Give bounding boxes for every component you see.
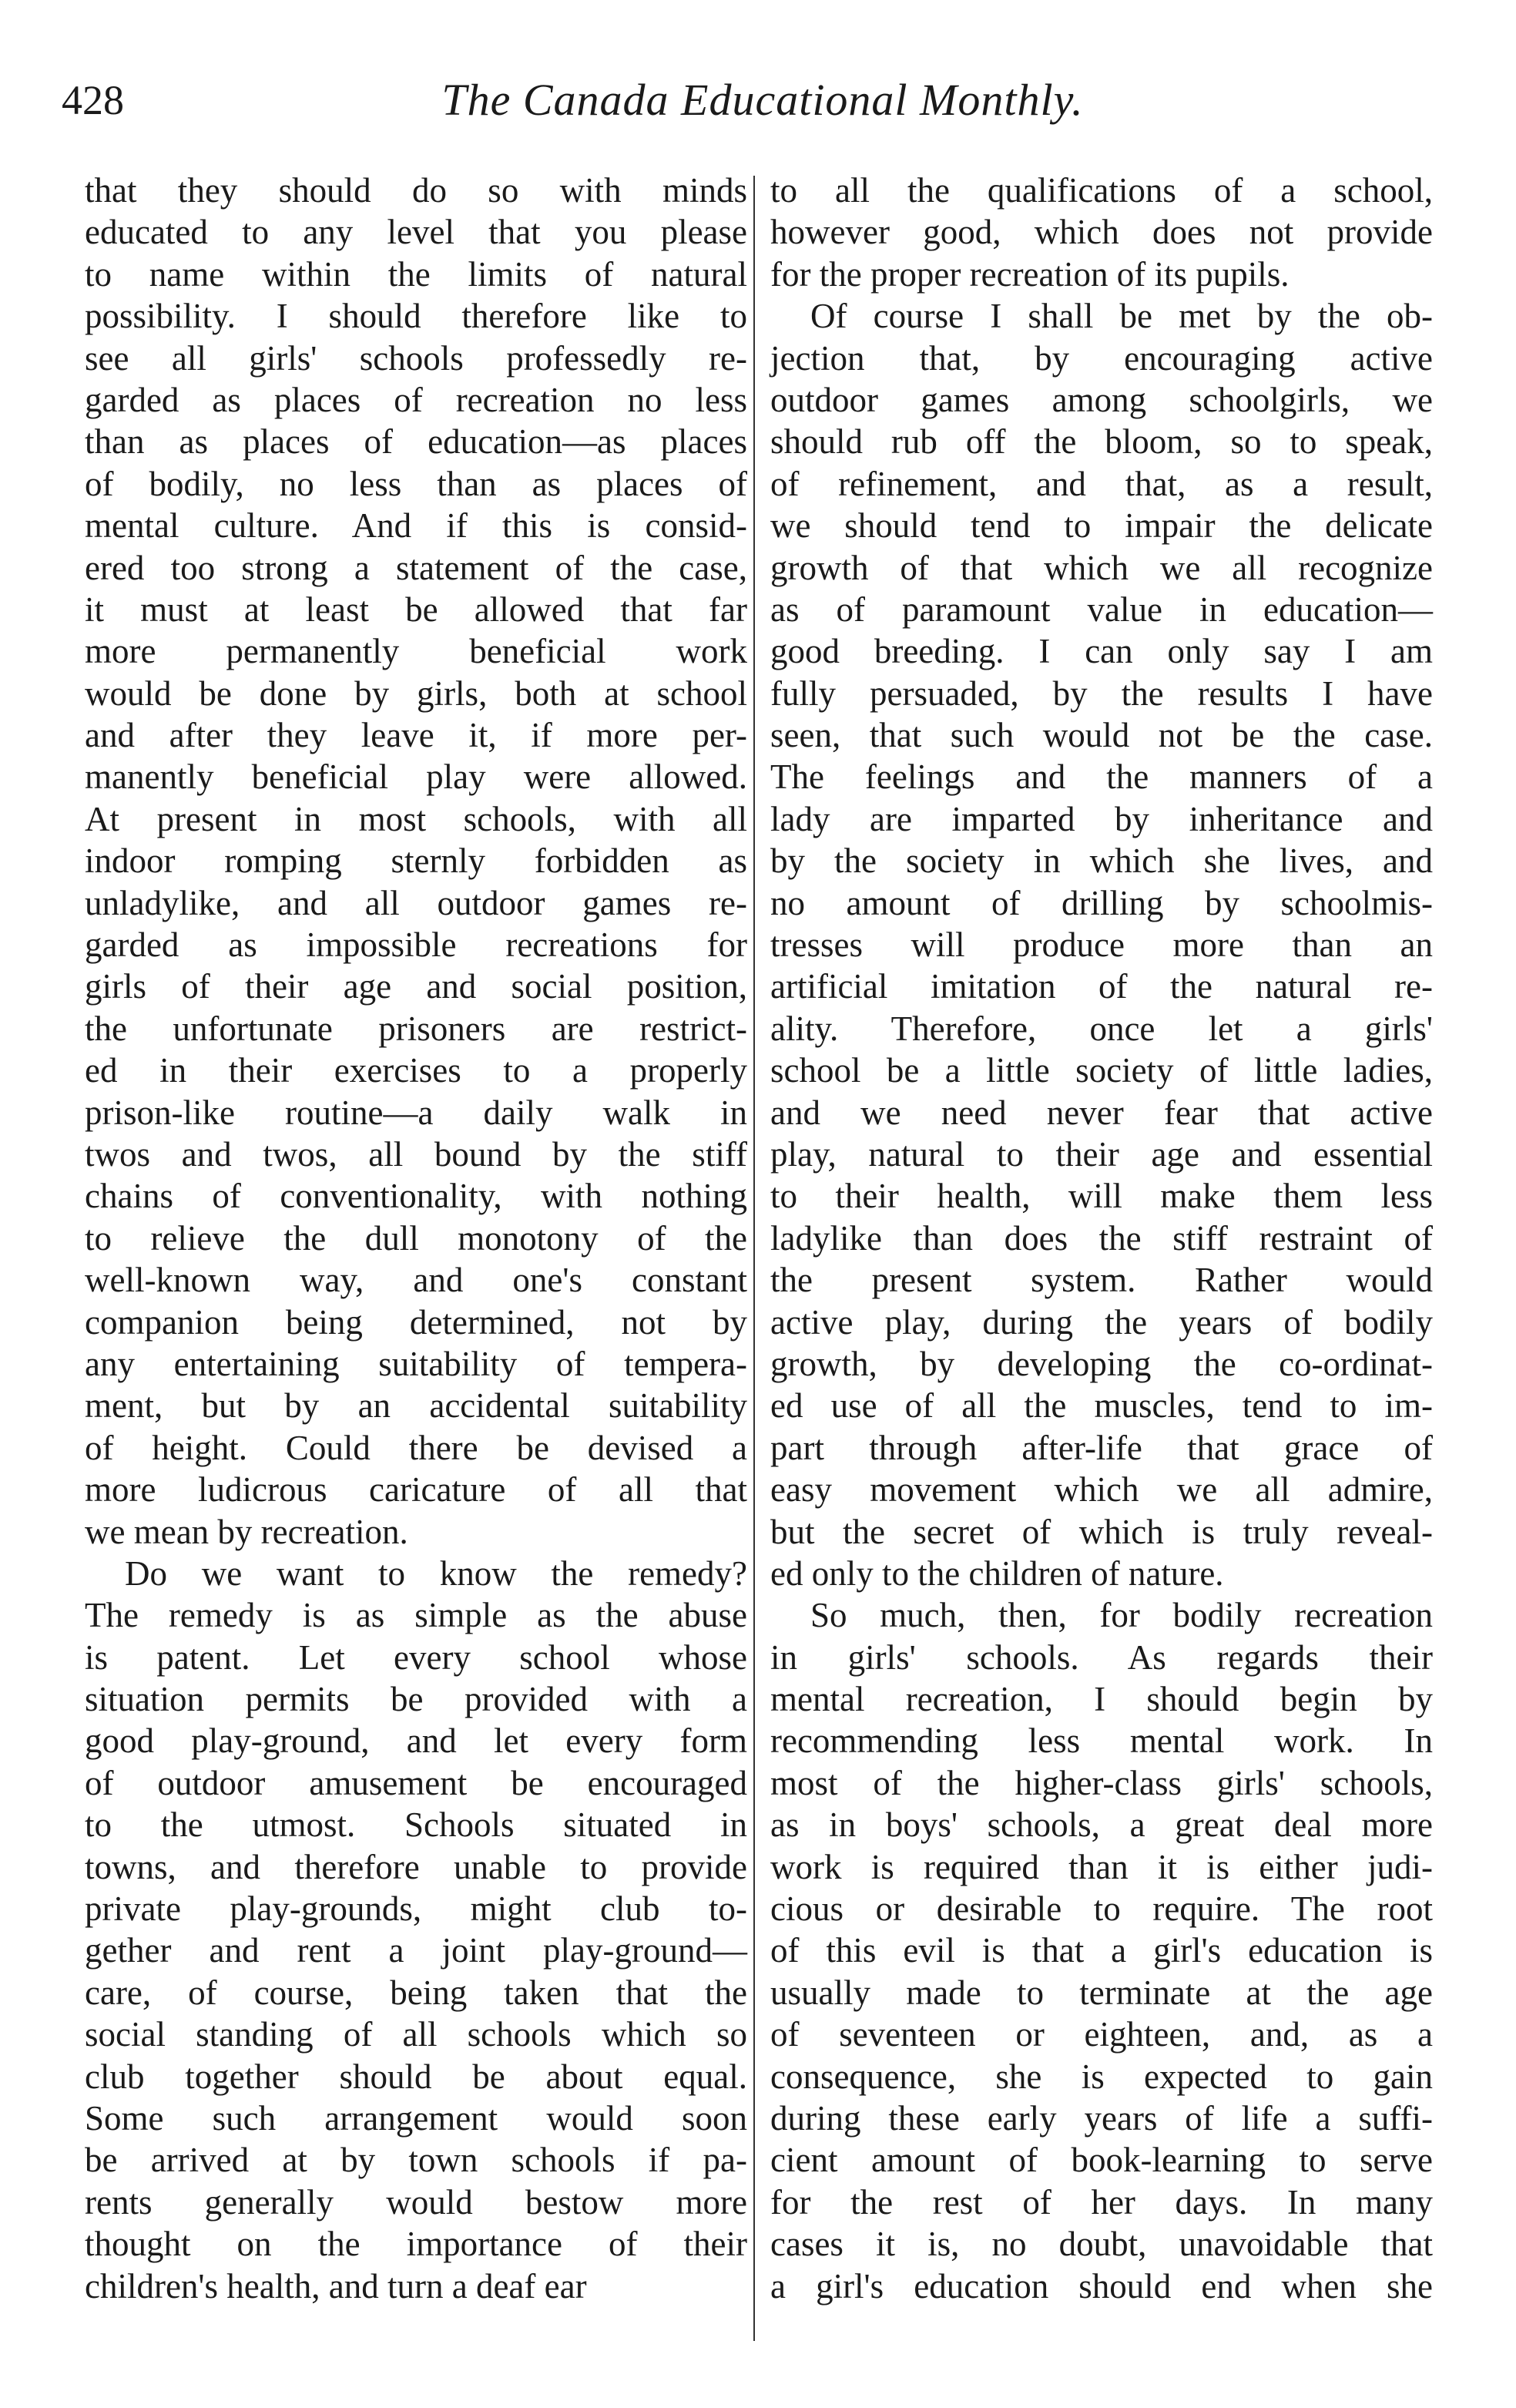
text-line: fully persuaded, by the results I have <box>770 673 1433 713</box>
text-line: any entertaining suitability of tempera- <box>85 1344 747 1383</box>
text-line: consequence, she is expected to gain <box>770 2057 1433 2096</box>
text-line: indoor romping sternly forbidden as <box>85 841 747 881</box>
text-line: garded as places of recreation no less <box>85 380 747 419</box>
text-line: Some such arrangement would soon <box>85 2098 747 2138</box>
text-line: part through after-life that grace of <box>770 1428 1433 1467</box>
text-line: ed only to the children of nature. <box>770 1553 1224 1593</box>
text-line: to the utmost. Schools situated in <box>85 1805 747 1845</box>
text-line: in girls' schools. As regards their <box>770 1637 1433 1677</box>
page-number: 428 <box>62 77 124 123</box>
text-line: companion being determined, not by <box>85 1302 747 1342</box>
text-line: growth, by developing the co-ordinat- <box>770 1344 1433 1383</box>
text-line: active play, during the years of bodily <box>770 1302 1433 1342</box>
text-line: good play-ground, and let every form <box>85 1721 747 1761</box>
text-line: good breeding. I can only say I am <box>770 632 1433 671</box>
text-line: private play-grounds, might club to- <box>85 1889 747 1929</box>
right-text-column <box>770 170 1433 2350</box>
text-line: manently beneficial play were allowed. <box>85 757 747 797</box>
text-line: thought on the importance of their <box>85 2225 747 2264</box>
text-line: ered too strong a statement of the case, <box>85 548 747 587</box>
text-line: chains of conventionality, with nothing <box>85 1177 747 1216</box>
text-line: but the secret of which is truly reveal- <box>770 1512 1433 1551</box>
text-line: Of course I shall be met by the ob- <box>810 297 1433 336</box>
text-line: during these early years of life a suffi- <box>770 2098 1433 2138</box>
text-line: of refinement, and that, as a result, <box>770 464 1433 503</box>
text-line: to their health, will make them less <box>770 1177 1433 1216</box>
column-divider <box>753 176 755 2341</box>
text-line: possibility. I should therefore like to <box>85 297 747 336</box>
text-line: ladylike than does the stiff restraint of <box>770 1218 1433 1258</box>
text-line: girls of their age and social position, <box>85 967 747 1006</box>
text-line: children's health, and turn a deaf ear <box>85 2266 587 2306</box>
text-line: work is required than it is either judi- <box>770 1847 1433 1886</box>
text-line: seen, that such would not be the case. <box>770 716 1433 755</box>
text-line: educated to any level that you please <box>85 213 747 252</box>
text-line: lady are imparted by inheritance and <box>770 799 1433 838</box>
text-line: and after they leave it, if more per- <box>85 716 747 755</box>
text-line: by the society in which she lives, and <box>770 841 1433 881</box>
text-line: ed in their exercises to a properly <box>85 1051 747 1090</box>
text-line: Do we want to know the remedy? <box>125 1553 747 1593</box>
text-line: unladylike, and all outdoor games re- <box>85 883 747 922</box>
text-line: situation permits be provided with a <box>85 1680 747 1719</box>
text-line: At present in most schools, with all <box>85 799 747 838</box>
text-line: no amount of drilling by schoolmis- <box>770 883 1433 922</box>
text-line: ment, but by an accidental suitability <box>85 1386 747 1426</box>
text-line: of height. Could there be devised a <box>85 1428 747 1467</box>
text-line: of outdoor amusement be encouraged <box>85 1763 747 1802</box>
text-line: to all the qualifications of a school, <box>770 171 1433 210</box>
text-line: as of paramount value in education— <box>770 589 1433 629</box>
text-line: well-known way, and one's constant <box>85 1261 747 1300</box>
text-line: cient amount of book-learning to serve <box>770 2141 1433 2180</box>
text-line: is patent. Let every school whose <box>85 1637 747 1677</box>
text-line: we mean by recreation. <box>85 1512 408 1551</box>
text-line: should rub off the bloom, so to speak, <box>770 422 1433 462</box>
text-line: and we need never fear that active <box>770 1093 1433 1132</box>
text-line: of seventeen or eighteen, and, as a <box>770 2015 1433 2054</box>
text-line: to name within the limits of natural <box>85 254 747 294</box>
left-text-column <box>85 170 747 2350</box>
text-line: garded as impossible recreations for <box>85 925 747 965</box>
text-line: prison-like routine—a daily walk in <box>85 1093 747 1132</box>
text-line: So much, then, for bodily recreation <box>810 1596 1433 1635</box>
text-line: mental culture. And if this is consid- <box>85 506 747 546</box>
text-line: however good, which does not provide <box>770 213 1433 252</box>
text-line: see all girls' schools professedly re- <box>85 338 747 378</box>
text-line: rents generally would bestow more <box>85 2182 747 2222</box>
text-line: cases it is, no doubt, unavoidable that <box>770 2225 1433 2264</box>
running-title: The Canada Educational Monthly. <box>441 75 1084 125</box>
text-line: we should tend to impair the delicate <box>770 506 1433 546</box>
page-header <box>62 54 1464 146</box>
text-line: mental recreation, I should begin by <box>770 1680 1433 1719</box>
text-line: the present system. Rather would <box>770 1261 1433 1300</box>
text-line: growth of that which we all recognize <box>770 548 1433 587</box>
text-line: for the rest of her days. In many <box>770 2182 1433 2222</box>
text-line: usually made to terminate at the age <box>770 1973 1433 2012</box>
text-line: as in boys' schools, a great deal more <box>770 1805 1433 1845</box>
text-line: the unfortunate prisoners are restrict- <box>85 1009 747 1048</box>
text-line: a girl's education should end when she <box>770 2266 1433 2306</box>
text-line: of this evil is that a girl's education is <box>770 1931 1433 1970</box>
text-line: more ludicrous caricature of all that <box>85 1470 747 1510</box>
text-line: jection that, by encouraging active <box>770 338 1433 378</box>
text-line: towns, and therefore unable to provide <box>85 1847 747 1886</box>
text-line: be arrived at by town schools if pa- <box>85 2141 747 2180</box>
text-line: most of the higher-class girls' schools, <box>770 1763 1433 1802</box>
text-line: cious or desirable to require. The root <box>770 1889 1433 1929</box>
text-line: gether and rent a joint play-ground— <box>85 1931 747 1970</box>
text-line: it must at least be allowed that far <box>85 589 747 629</box>
text-line: twos and twos, all bound by the stiff <box>85 1134 747 1174</box>
text-line: ality. Therefore, once let a girls' <box>770 1009 1433 1048</box>
text-line: recommending less mental work. In <box>770 1721 1433 1761</box>
text-line: that they should do so with minds <box>85 171 747 210</box>
text-line: easy movement which we all admire, <box>770 1470 1433 1510</box>
text-line: more permanently beneficial work <box>85 632 747 671</box>
text-line: The remedy is as simple as the abuse <box>85 1596 747 1635</box>
text-line: The feelings and the manners of a <box>770 757 1433 797</box>
text-line: to relieve the dull monotony of the <box>85 1218 747 1258</box>
text-line: than as places of education—as places <box>85 422 747 462</box>
text-line: tresses will produce more than an <box>770 925 1433 965</box>
text-line: artificial imitation of the natural re- <box>770 967 1433 1006</box>
text-line: club together should be about equal. <box>85 2057 747 2096</box>
text-line: ed use of all the muscles, tend to im- <box>770 1386 1433 1426</box>
text-line: of bodily, no less than as places of <box>85 464 747 503</box>
text-line: social standing of all schools which so <box>85 2015 747 2054</box>
text-line: care, of course, being taken that the <box>85 1973 747 2012</box>
text-line: would be done by girls, both at school <box>85 673 747 713</box>
text-line: for the proper recreation of its pupils. <box>770 254 1290 294</box>
text-line: play, natural to their age and essential <box>770 1134 1433 1174</box>
text-line: school be a little society of little ladies, <box>770 1051 1433 1090</box>
text-line: outdoor games among schoolgirls, we <box>770 380 1433 419</box>
